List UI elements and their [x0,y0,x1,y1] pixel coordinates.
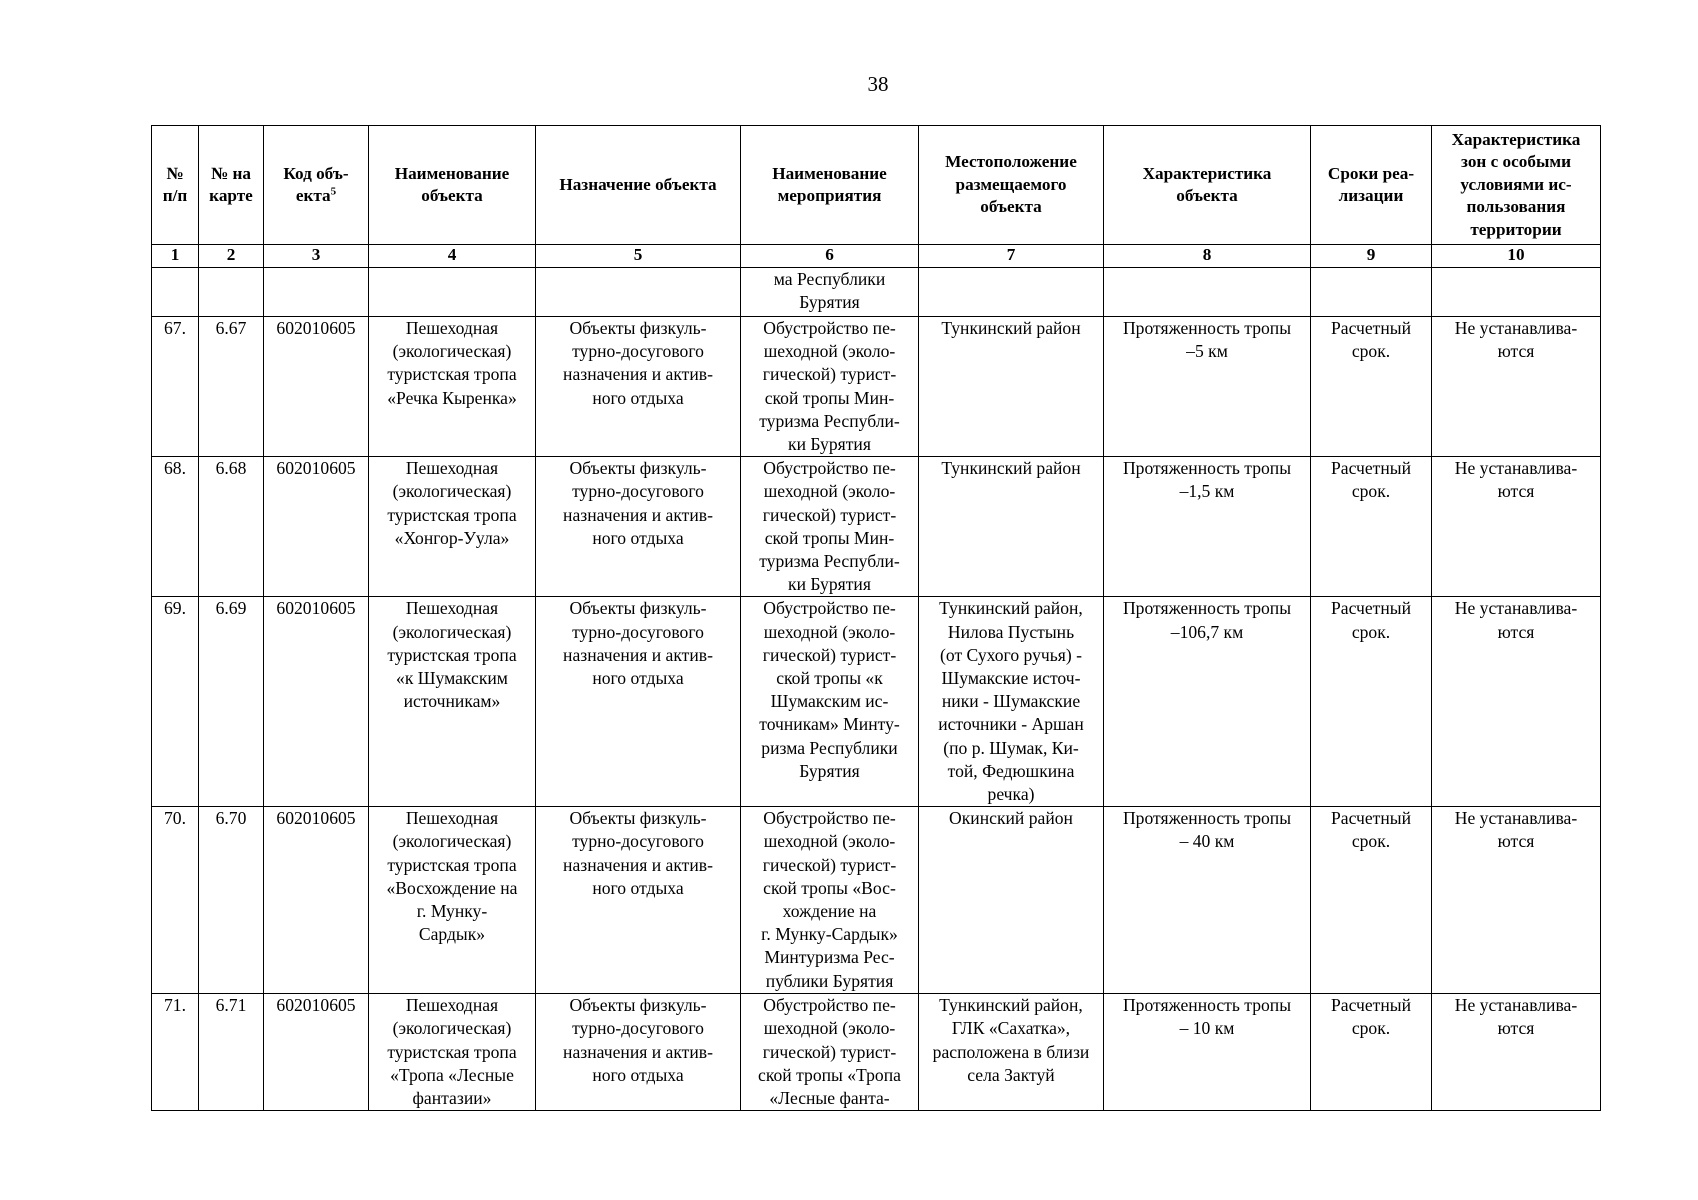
header-object-code-text: Код объ- екта [283,163,349,205]
header-row [152,126,1601,245]
header-location: Местоположение размещаемого объекта [919,126,1104,245]
object-code-cell: 602010605 [264,994,369,1111]
term-cell: Расчетный срок. [1311,597,1432,807]
column-number: 6 [741,245,919,268]
column-number: 3 [264,245,369,268]
column-number: 9 [1311,245,1432,268]
header-object-name: Наименование объекта [369,126,536,245]
page-number: 38 [867,72,889,96]
event-cell: Обустройство пе- шеходной (эколо- гической) турист- ской тропы «Тропа «Лесные фанта- [741,994,919,1111]
table-row [152,597,1601,807]
event-cell: Обустройство пе- шеходной (эколо- гической) турист- ской тропы Мин- туризма Республи- ки Бурятия [741,457,919,597]
empty-cell [1104,268,1311,317]
map-number-cell: 6.71 [199,994,264,1111]
object-name-cell: Пешеходная (экологическая) туристская тропа «Тропа «Лесные фантазии» [369,994,536,1111]
zones-cell: Не устанавлива- ются [1432,807,1601,994]
seq-number-cell: 69. [152,597,199,807]
empty-cell [536,268,741,317]
header-zones: Характеристика зон с особыми условиями ис- пользования территории [1432,126,1601,245]
seq-number-cell: 68. [152,457,199,597]
event-cell: Обустройство пе- шеходной (эколо- гической) турист- ской тропы Мин- туризма Республи- ки Бурятия [741,317,919,457]
column-number: 10 [1432,245,1601,268]
column-number-row [152,245,1601,268]
zones-cell: Не устанавлива- ются [1432,994,1601,1111]
object-purpose-cell: Объекты физкуль- турно-досугового назначения и актив- ного отдыха [536,317,741,457]
header-object-purpose: Назначение объекта [536,126,741,245]
object-name-cell: Пешеходная (экологическая) туристская тропа «Речка Кыренка» [369,317,536,457]
object-name-cell: Пешеходная (экологическая) туристская тропа «Восхождение на г. Мунку- Сардык» [369,807,536,994]
column-number: 1 [152,245,199,268]
empty-cell [199,268,264,317]
table-row [152,317,1601,457]
empty-cell [1432,268,1601,317]
empty-cell [152,268,199,317]
table-row [152,994,1601,1111]
empty-cell [264,268,369,317]
object-code-cell: 602010605 [264,597,369,807]
location-cell: Окинский район [919,807,1104,994]
characteristic-cell: Протяженность тропы –5 км [1104,317,1311,457]
zones-cell: Не устанавлива- ются [1432,457,1601,597]
event-cell: Обустройство пе- шеходной (эколо- гической) турист- ской тропы «Вос- хождение на г. Мунку-Сардык» Минтуризма Рес- публики Бурятия [741,807,919,994]
term-cell: Расчетный срок. [1311,994,1432,1111]
event-cell: Обустройство пе- шеходной (эколо- гической) турист- ской тропы «к Шумакским ис- точникам» Минту- ризма Республики Бурятия [741,597,919,807]
header-characteristic: Характеристика объекта [1104,126,1311,245]
column-number: 5 [536,245,741,268]
column-number: 2 [199,245,264,268]
column-number: 8 [1104,245,1311,268]
empty-cell [369,268,536,317]
empty-cell [919,268,1104,317]
header-map-number: № на карте [199,126,264,245]
map-number-cell: 6.69 [199,597,264,807]
object-code-cell: 602010605 [264,317,369,457]
term-cell: Расчетный срок. [1311,317,1432,457]
term-cell: Расчетный срок. [1311,457,1432,597]
continuation-row [152,268,1601,317]
seq-number-cell: 71. [152,994,199,1111]
object-purpose-cell: Объекты физкуль- турно-досугового назначения и актив- ного отдыха [536,994,741,1111]
objects-table [151,125,1601,1111]
object-code-cell: 602010605 [264,457,369,597]
header-event-name: Наименование мероприятия [741,126,919,245]
event-cell: ма Республики Бурятия [741,268,919,317]
location-cell: Тункинский район, Нилова Пустынь (от Сухого ручья) - Шумакские источ- ники - Шумакские источники - Аршан (по р. Шумак, Ки- той, Федюшкина речка) [919,597,1104,807]
zones-cell: Не устанавлива- ются [1432,317,1601,457]
header-object-code [264,126,369,245]
object-name-cell: Пешеходная (экологическая) туристская тропа «к Шумакским источникам» [369,597,536,807]
characteristic-cell: Протяженность тропы – 40 км [1104,807,1311,994]
object-purpose-cell: Объекты физкуль- турно-досугового назначения и актив- ного отдыха [536,457,741,597]
zones-cell: Не устанавлива- ются [1432,597,1601,807]
object-name-cell: Пешеходная (экологическая) туристская тропа «Хонгор-Уула» [369,457,536,597]
location-cell: Тункинский район [919,457,1104,597]
table-row [152,457,1601,597]
object-code-cell: 602010605 [264,807,369,994]
header-seq-number: № п/п [152,126,199,245]
characteristic-cell: Протяженность тропы – 10 км [1104,994,1311,1111]
empty-cell [1311,268,1432,317]
table-row [152,807,1601,994]
seq-number-cell: 67. [152,317,199,457]
object-purpose-cell: Объекты физкуль- турно-досугового назначения и актив- ного отдыха [536,597,741,807]
location-cell: Тункинский район [919,317,1104,457]
characteristic-cell: Протяженность тропы –106,7 км [1104,597,1311,807]
footnote-marker: 5 [330,185,337,198]
characteristic-cell: Протяженность тропы –1,5 км [1104,457,1311,597]
column-number: 7 [919,245,1104,268]
term-cell: Расчетный срок. [1311,807,1432,994]
object-purpose-cell: Объекты физкуль- турно-досугового назначения и актив- ного отдыха [536,807,741,994]
header-terms: Сроки реа- лизации [1311,126,1432,245]
column-number: 4 [369,245,536,268]
location-cell: Тункинский район, ГЛК «Сахатка», расположена в близи села Зактуй [919,994,1104,1111]
map-number-cell: 6.70 [199,807,264,994]
map-number-cell: 6.67 [199,317,264,457]
seq-number-cell: 70. [152,807,199,994]
map-number-cell: 6.68 [199,457,264,597]
